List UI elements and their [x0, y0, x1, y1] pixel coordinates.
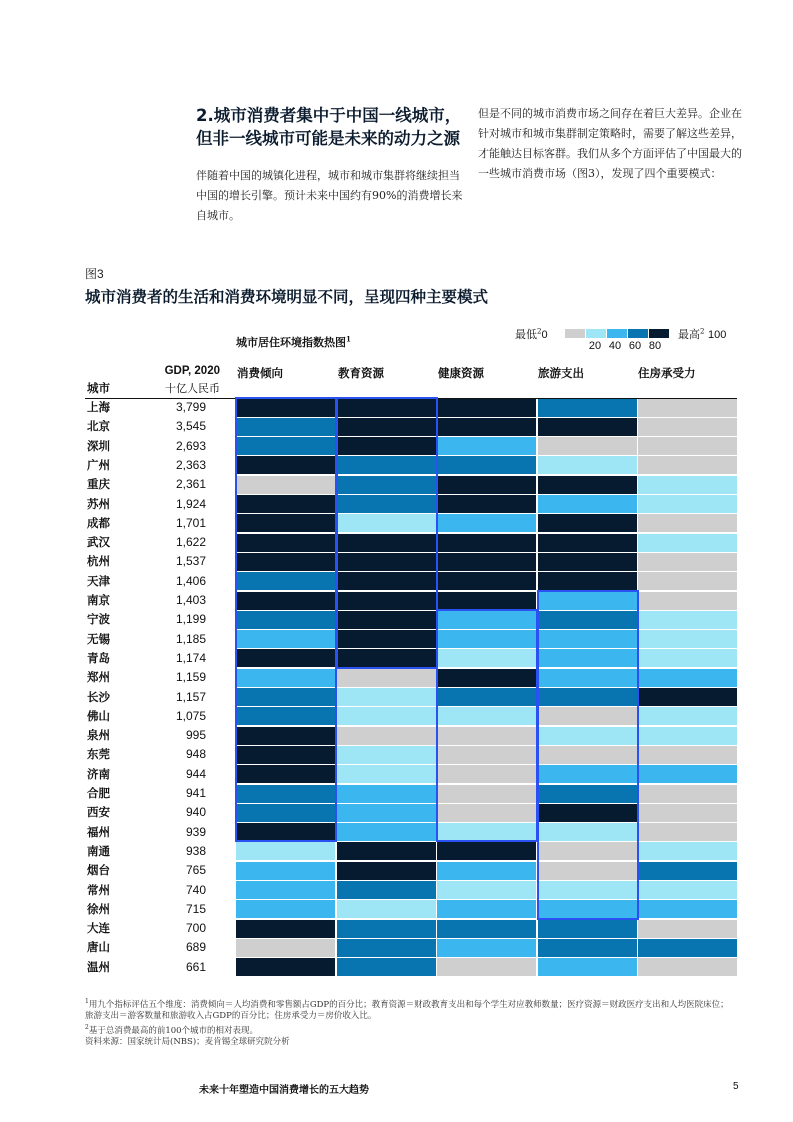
heatmap-cell	[437, 476, 536, 494]
footnotes	[85, 996, 735, 1048]
heatmap-cell	[236, 920, 335, 938]
city-label: 合肥	[87, 786, 110, 800]
heatmap-cell	[437, 592, 536, 610]
heatmap-cell	[337, 456, 436, 474]
heatmap-cell	[638, 553, 737, 571]
city-label: 深圳	[87, 438, 110, 453]
heatmap-cell	[437, 765, 536, 783]
gdp-value: 3,545	[175, 419, 206, 434]
metric-header-education: 教育资源	[338, 366, 384, 380]
heatmap-cell	[236, 437, 335, 455]
heatmap-cell	[437, 842, 536, 860]
gdp-value: 995	[185, 728, 206, 743]
heatmap-cell	[638, 669, 737, 687]
heatmap-cell	[638, 534, 737, 552]
heatmap-cell	[638, 649, 737, 667]
heatmap-cell	[236, 939, 335, 957]
heatmap-cell	[337, 727, 436, 745]
heatmap-cell	[236, 611, 335, 629]
gdp-value: 2,693	[175, 438, 206, 453]
city-label: 南通	[87, 843, 110, 858]
heatmap-cell	[437, 707, 536, 725]
heatmap-cell	[638, 785, 737, 803]
metric-header-tourism: 旅游支出	[538, 366, 584, 380]
heatmap-cell	[337, 746, 436, 764]
heatmap-cell	[337, 862, 436, 880]
heatmap-cell	[538, 804, 637, 822]
heatmap-cell	[337, 804, 436, 822]
heatmap-cell	[337, 688, 436, 706]
color-legend	[515, 326, 745, 356]
heatmap-cell	[437, 399, 536, 417]
heatmap-cell	[437, 958, 536, 976]
city-label: 福州	[87, 824, 110, 839]
legend-tick: 40	[608, 340, 622, 352]
heatmap-cell	[236, 418, 335, 436]
heatmap-cell	[638, 727, 737, 745]
gdp-column-header: GDP, 2020	[164, 365, 220, 377]
heatmap-cell	[337, 418, 436, 436]
heatmap-cell	[538, 746, 637, 764]
city-label: 南京	[87, 593, 110, 607]
gdp-unit-label: 十亿人民币	[165, 382, 220, 395]
heatmap-cell	[638, 707, 737, 725]
heatmap-caption-sup: 1	[346, 334, 351, 344]
heatmap-cell	[538, 842, 637, 860]
heatmap-cell	[538, 495, 637, 513]
legend-high-sup: 2	[700, 327, 705, 336]
city-label: 青岛	[87, 650, 110, 665]
heatmap-cell	[337, 399, 436, 417]
heatmap-cell	[236, 514, 335, 532]
heatmap-cell	[638, 514, 737, 532]
heatmap-cell	[236, 785, 335, 803]
footnote-1-text: 用九个指标评估五个维度：消费倾向＝人均消费和零售额占GDP的百分比；教育资源＝财政教育支出和每个学生对应教师数量；医疗资源＝财政医疗支出和人均医院床位；旅游支出＝游客数量和旅游收入占GDP的百分比；住房承受力＝房价收入比。	[85, 999, 729, 1021]
heatmap-cell	[538, 688, 637, 706]
heatmap-cell	[337, 823, 436, 841]
city-label: 西安	[87, 805, 110, 820]
gdp-value: 1,537	[175, 554, 206, 569]
heatmap-cell	[236, 958, 335, 976]
heatmap-cell	[236, 399, 335, 417]
legend-swatch-5	[649, 329, 669, 338]
heatmap-cell	[538, 630, 637, 648]
legend-low-sup: 2	[537, 327, 542, 336]
metric-header-housing: 住房承受力	[638, 366, 696, 380]
gdp-value: 2,361	[175, 477, 206, 492]
heatmap-cell	[538, 514, 637, 532]
heatmap-cell	[538, 881, 637, 899]
heatmap-cell	[337, 881, 436, 899]
gdp-value: 2,363	[175, 457, 206, 472]
gdp-value: 715	[185, 901, 206, 916]
intro-paragraph-right: 但是不同的城市消费市场之间存在着巨大差异。企业在针对城市和城市集群制定策略时，需要了解这些差异，才能触达目标客群。我们从多个方面评估了中国最大的一些城市消费市场（图3），发现了四个重要模式：	[478, 107, 742, 180]
metric-header-health: 健康资源	[438, 366, 484, 380]
heatmap-cell	[638, 920, 737, 938]
city-label: 广州	[87, 457, 110, 472]
heatmap-cell	[236, 630, 335, 648]
city-label: 宁波	[87, 612, 110, 627]
heatmap-cell	[337, 630, 436, 648]
heatmap-cell	[437, 939, 536, 957]
heatmap-cell	[437, 688, 536, 706]
city-label: 泉州	[87, 728, 110, 743]
heatmap-cell	[337, 707, 436, 725]
gdp-value: 700	[185, 921, 206, 936]
heatmap-cell	[638, 592, 737, 610]
heatmap-cell	[236, 669, 335, 687]
heatmap-cell	[337, 649, 436, 667]
heatmap-cell	[236, 881, 335, 899]
heatmap-cell	[638, 495, 737, 513]
heatmap-cell	[437, 630, 536, 648]
gdp-value: 661	[185, 959, 206, 974]
heatmap-cell	[538, 553, 637, 571]
heatmap-cell	[437, 514, 536, 532]
heatmap-cell	[638, 688, 737, 706]
footnote-2-sup: 2	[85, 1023, 89, 1031]
heatmap-cell	[538, 456, 637, 474]
heatmap-cell	[236, 688, 335, 706]
heatmap-cell	[538, 727, 637, 745]
legend-low	[515, 326, 548, 342]
city-label: 徐州	[87, 901, 110, 916]
heatmap-cell	[538, 785, 637, 803]
footnote-2-text: 基于总消费最高的前100个城市的相对表现。	[88, 1025, 259, 1036]
city-label: 重庆	[87, 477, 110, 492]
heatmap-cell	[538, 649, 637, 667]
heatmap-cell	[337, 572, 436, 590]
heatmap-cell	[437, 649, 536, 667]
gdp-value: 689	[185, 940, 206, 955]
heatmap-caption	[236, 334, 351, 350]
legend-high	[678, 326, 726, 342]
city-label: 无锡	[87, 631, 110, 646]
heatmap-cell	[638, 900, 737, 918]
source-note: 资料来源：国家统计局(NBS)；麦肯锡全球研究院分析	[85, 1036, 290, 1047]
heatmap-cell	[236, 823, 335, 841]
page-number: 5	[733, 1081, 739, 1092]
city-label: 烟台	[87, 863, 110, 878]
gdp-value: 944	[185, 766, 206, 781]
heatmap-cell	[538, 418, 637, 436]
city-label: 唐山	[87, 940, 110, 955]
heatmap-cell	[538, 900, 637, 918]
heatmap-cell	[236, 572, 335, 590]
heatmap-cell	[236, 476, 335, 494]
heatmap-cell	[638, 630, 737, 648]
heatmap-cell	[437, 862, 536, 880]
heatmap-cell	[337, 437, 436, 455]
gdp-value: 1,199	[175, 612, 206, 627]
heatmap-cell	[437, 900, 536, 918]
heatmap-cell	[236, 707, 335, 725]
heatmap-cell	[538, 572, 637, 590]
heatmap-cell	[638, 746, 737, 764]
heatmap-cell	[638, 418, 737, 436]
heatmap-cell	[538, 862, 637, 880]
heatmap-cell	[236, 592, 335, 610]
heatmap-cell	[638, 437, 737, 455]
city-label: 常州	[87, 882, 110, 897]
heatmap-cell	[638, 456, 737, 474]
legend-tick: 80	[648, 340, 662, 352]
heatmap-cell	[337, 553, 436, 571]
heatmap-cell	[337, 939, 436, 957]
heatmap-cell	[236, 746, 335, 764]
intro-paragraph-left: 伴随着中国的城镇化进程，城市和城市集群将继续担当中国的增长引擎。预计未来中国约有90%的消费增长来自城市。	[196, 169, 463, 222]
heatmap-cell	[337, 476, 436, 494]
heatmap-cell	[337, 920, 436, 938]
gdp-value: 1,622	[175, 535, 206, 550]
heatmap-cell	[437, 727, 536, 745]
heatmap-cell	[236, 553, 335, 571]
city-label: 上海	[87, 400, 110, 414]
city-label: 大连	[87, 921, 110, 936]
heatmap-cell	[236, 842, 335, 860]
heatmap-cell	[538, 611, 637, 629]
gdp-value: 1,174	[175, 650, 206, 665]
figure-label: 图3	[85, 267, 104, 281]
heatmap-cell	[437, 418, 536, 436]
city-column-header: 城市	[87, 381, 110, 395]
heatmap-cell	[538, 939, 637, 957]
heatmap-cell	[638, 804, 737, 822]
heatmap-cell	[538, 707, 637, 725]
gdp-value: 1,403	[175, 593, 206, 607]
heatmap-cell	[236, 495, 335, 513]
legend-hundred: 100	[707, 329, 727, 341]
gdp-value: 941	[185, 786, 206, 800]
figure-title: 城市消费者的生活和消费环境明显不同，呈现四种主要模式	[85, 288, 489, 306]
heatmap-cell	[437, 437, 536, 455]
legend-swatch-3	[607, 329, 627, 338]
heatmap-cell	[437, 881, 536, 899]
gdp-value: 1,185	[175, 631, 206, 646]
heatmap-cell	[337, 514, 436, 532]
legend-swatch-4	[628, 329, 648, 338]
heatmap-cell	[638, 611, 737, 629]
heatmap-cell	[437, 572, 536, 590]
heatmap-cell	[638, 572, 737, 590]
heatmap-cell	[538, 920, 637, 938]
city-label: 郑州	[87, 670, 110, 685]
heatmap-cell	[337, 842, 436, 860]
heatmap-cell	[236, 862, 335, 880]
heatmap-cell	[538, 437, 637, 455]
heatmap-cell	[638, 765, 737, 783]
city-label: 武汉	[87, 535, 110, 550]
heatmap-cell	[638, 399, 737, 417]
gdp-value: 939	[185, 824, 206, 839]
gdp-value: 1,701	[175, 515, 206, 530]
heatmap-cell	[437, 611, 536, 629]
heatmap-cell	[337, 592, 436, 610]
heatmap-cell	[538, 534, 637, 552]
city-label: 天津	[87, 573, 110, 588]
gdp-value: 765	[185, 863, 206, 878]
legend-tick: 60	[628, 340, 642, 352]
metric-header-consumption: 消费倾向	[237, 366, 283, 380]
heatmap-cell	[538, 765, 637, 783]
heatmap-caption-text: 城市居住环境指数热图	[236, 336, 346, 349]
city-label: 佛山	[87, 708, 110, 723]
heatmap-cell	[236, 765, 335, 783]
city-label: 温州	[87, 959, 110, 974]
heatmap-cell	[337, 785, 436, 803]
legend-swatch-1	[565, 329, 585, 338]
gdp-value: 1,924	[175, 496, 206, 511]
heatmap-cell	[437, 534, 536, 552]
heatmap-cell	[236, 456, 335, 474]
legend-tick: 20	[588, 340, 602, 352]
legend-low-label: 最低	[515, 328, 537, 341]
gdp-value: 938	[185, 843, 206, 858]
city-label: 长沙	[87, 689, 110, 704]
city-label: 北京	[87, 419, 110, 434]
legend-zero: 0	[541, 329, 548, 341]
legend-ticks	[567, 340, 665, 352]
heatmap-cell	[236, 649, 335, 667]
heatmap-cell	[538, 823, 637, 841]
heatmap-cell	[437, 553, 536, 571]
city-label: 东莞	[87, 747, 110, 762]
heatmap-cell	[437, 785, 536, 803]
heatmap-cell	[337, 900, 436, 918]
heatmap-cell	[638, 939, 737, 957]
gdp-value: 1,159	[175, 670, 206, 685]
heatmap-cell	[638, 476, 737, 494]
heatmap-cell	[437, 920, 536, 938]
city-label: 杭州	[87, 554, 110, 569]
footer-title: 未来十年塑造中国消费增长的五大趋势	[199, 1085, 369, 1096]
heatmap-cell	[437, 456, 536, 474]
heatmap-cell	[538, 476, 637, 494]
gdp-value: 948	[185, 747, 206, 762]
heatmap-cell	[236, 727, 335, 745]
heatmap-cell	[236, 900, 335, 918]
gdp-value: 1,406	[175, 573, 206, 588]
heatmap-cell	[337, 495, 436, 513]
footnote-1-sup: 1	[85, 998, 89, 1005]
gdp-value: 3,799	[175, 400, 206, 414]
heatmap-cell	[638, 862, 737, 880]
heatmap-cell	[437, 823, 536, 841]
footnote-1	[85, 996, 735, 1022]
heatmap-cell	[638, 958, 737, 976]
gdp-value: 940	[185, 805, 206, 820]
heatmap-cell	[538, 958, 637, 976]
legend-swatch-2	[586, 329, 606, 338]
city-label: 济南	[87, 766, 110, 781]
heatmap-cell	[236, 534, 335, 552]
gdp-value: 740	[185, 882, 206, 897]
section-title: 2.城市消费者集中于中国一线城市，但非一线城市可能是未来的动力之源	[196, 106, 462, 148]
heatmap-cell	[437, 669, 536, 687]
heatmap-cell	[337, 765, 436, 783]
heatmap-cell	[337, 669, 436, 687]
heatmap-cell	[236, 804, 335, 822]
heatmap-cell	[337, 611, 436, 629]
gdp-value: 1,157	[175, 689, 206, 704]
heatmap-cell	[437, 746, 536, 764]
legend-high-label: 最高	[678, 328, 700, 341]
city-label: 成都	[87, 515, 110, 530]
gdp-value: 1,075	[175, 708, 206, 723]
city-label: 苏州	[87, 496, 110, 511]
heatmap-cell	[437, 495, 536, 513]
heatmap-cell	[538, 669, 637, 687]
heatmap-cell	[538, 592, 637, 610]
heatmap-cell	[337, 958, 436, 976]
heatmap-cell	[638, 881, 737, 899]
heatmap-cell	[538, 399, 637, 417]
footnote-2	[85, 1022, 735, 1037]
heatmap-cell	[638, 842, 737, 860]
heatmap-cell	[638, 823, 737, 841]
heatmap-cell	[337, 534, 436, 552]
heatmap-cell	[437, 804, 536, 822]
